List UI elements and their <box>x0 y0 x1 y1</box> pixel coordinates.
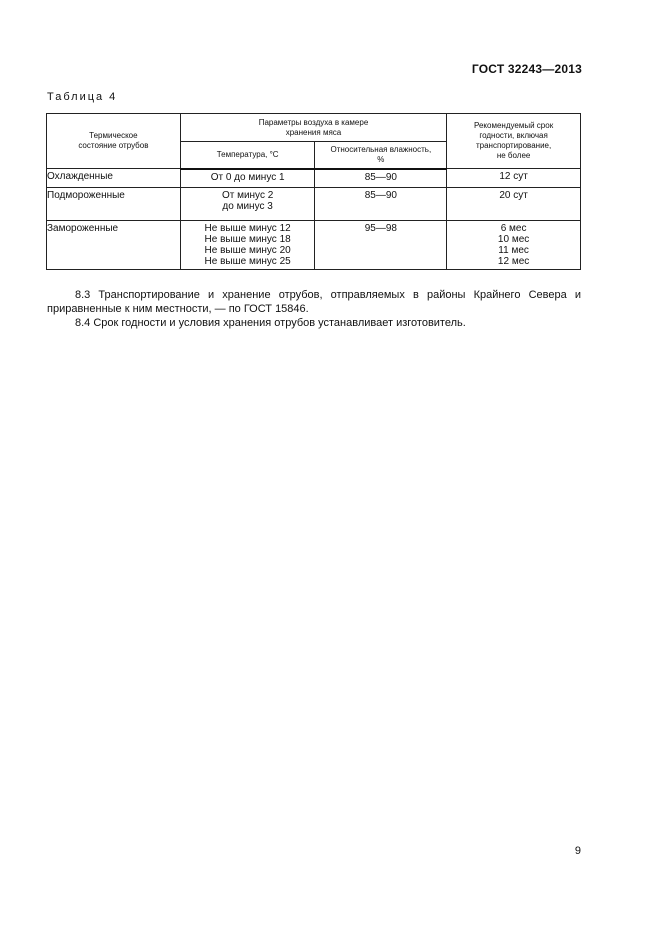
paragraph-8-3: 8.3 Транспортирование и хранение отрубов, отправляемых в районы Крайнего Севера и приравненные к ним местности, — по ГОСТ 15846. <box>47 289 581 315</box>
header-humidity: Относительная влажность, % <box>315 142 447 169</box>
cell-humidity: 85—90 <box>315 187 447 220</box>
cell-temperature: От минус 2 до минус 3 <box>180 187 315 220</box>
page-number: 9 <box>574 845 581 857</box>
cell-state: Замороженные <box>47 220 181 269</box>
table-row <box>47 220 581 269</box>
document-code: ГОСТ 32243—2013 <box>471 62 582 76</box>
cell-shelf-life: 12 сут <box>447 169 581 188</box>
storage-conditions-table <box>46 113 581 270</box>
cell-state: Охлажденные <box>47 169 181 188</box>
table-caption: Таблица 4 <box>47 91 118 103</box>
table-row <box>47 169 581 188</box>
header-shelf-life: Рекомендуемый срок годности, включая транспортирование, не более <box>447 114 581 169</box>
cell-humidity: 95—98 <box>315 220 447 269</box>
table-row <box>47 187 581 220</box>
header-temperature: Температура, °С <box>180 142 315 169</box>
cell-temperature: От 0 до минус 1 <box>180 169 315 188</box>
cell-state: Подмороженные <box>47 187 181 220</box>
cell-shelf-life: 6 мес 10 мес 11 мес 12 мес <box>447 220 581 269</box>
paragraph-8-4: 8.4 Срок годности и условия хранения отрубов устанавливает изготовитель. <box>75 317 466 329</box>
cell-shelf-life: 20 сут <box>447 187 581 220</box>
cell-temperature: Не выше минус 12 Не выше минус 18 Не выше минус 20 Не выше минус 25 <box>180 220 315 269</box>
cell-humidity: 85—90 <box>315 169 447 188</box>
header-thermal-state: Термическое состояние отрубов <box>47 114 181 169</box>
header-air-parameters: Параметры воздуха в камере хранения мяса <box>180 114 446 142</box>
